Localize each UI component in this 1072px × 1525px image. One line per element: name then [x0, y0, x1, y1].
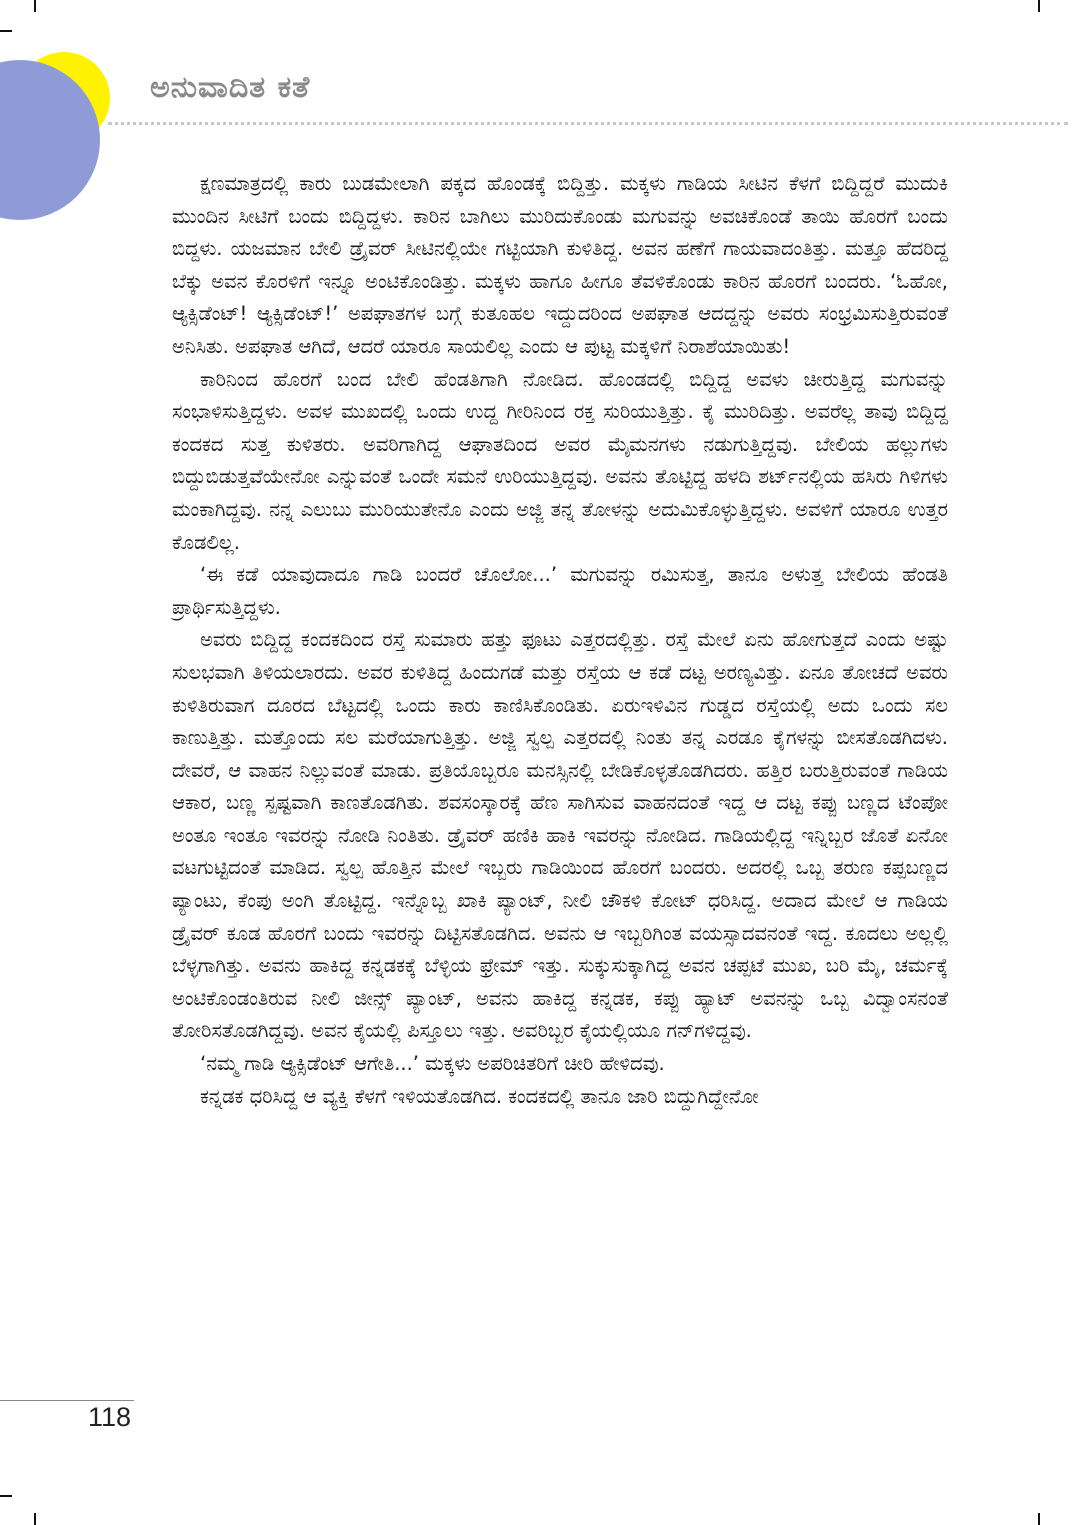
- paragraph: ‘ನಮ್ಮ ಗಾಡಿ ಆ್ಯಕ್ಸಿಡೆಂಟ್ ಆಗೇತಿ...’ ಮಕ್ಕಳು ಅಪರಿಚಿತರಿಗೆ ಚೀರಿ ಹೇಳಿದವು.: [200, 1052, 665, 1076]
- paragraph: ಕ್ಷಣಮಾತ್ರದಲ್ಲಿ ಕಾರು ಬುಡಮೇಲಾಗಿ ಪಕ್ಕದ ಹೊಂಡಕ್ಕೆ ಬಿದ್ದಿತ್ತು. ಮಕ್ಕಳು ಗಾಡಿಯ ಸೀಟಿನ ಕೆಳಗೆ ಬಿದ್ದಿದ್ದರೆ ಮುದುಕಿ ಮುಂದಿನ ಸೀಟಿಗೆ ಬಂದು ಬಿದ್ದಿದ್ದಳು. ಕಾರಿನ ಬಾಗಿಲು ಮುರಿದುಕೊಂಡು ಮಗುವನ್ನು ಅವಚಿಕೊಂಡೆ ತಾಯಿ ಹೊರಗೆ ಬಂದು ಬಿದ್ದಳು. ಯಜಮಾನ ಬೇಲಿ ಡ್ರೈವರ್ ಸೀಟಿನಲ್ಲಿಯೇ ಗಟ್ಟಿಯಾಗಿ ಕುಳಿತಿದ್ದ. ಅವನ ಹಣೆಗೆ ಗಾಯವಾದಂತಿತ್ತು. ಮತ್ತೂ ಹೆದರಿದ್ದ ಬೆಕ್ಕು ಅವನ ಕೊರಳಿಗೆ ಇನ್ನೂ ಅಂಟಿಕೊಂಡಿತ್ತು. ಮಕ್ಕಳು ಹಾಗೂ ಹೀಗೂ ತೆವಳಿಕೊಂಡು ಕಾರಿನ ಹೊರಗೆ ಬಂದರು. ‘ಓಹೋ, ಆ್ಯಕ್ಸಿಡೆಂಟ್! ಆ್ಯಕ್ಸಿಡೆಂಟ್!’ ಅಪಘಾತಗಳ ಬಗ್ಗೆ ಕುತೂಹಲ ಇದ್ದುದರಿಂದ ಅಪಘಾತ ಆದದ್ದನ್ನು ಅವರು ಸಂಭ್ರಮಿಸುತ್ತಿರುವಂತೆ ಅನಿಸಿತು. ಅಪಘಾತ ಆಗಿದೆ, ಆದರೆ ಯಾರೂ ಸಾಯಲಿಲ್ಲ ಎಂದು ಆ ಪುಟ್ಟ ಮಕ್ಕಳಿಗೆ ನಿರಾಶೆಯಾಯಿತು!: [172, 172, 948, 358]
- crop-mark: [1038, 1513, 1040, 1525]
- page-number: 118: [88, 1402, 132, 1432]
- header-divider: [108, 122, 1068, 125]
- crop-mark: [34, 1513, 36, 1525]
- footer-divider: [0, 1400, 134, 1401]
- paragraph: ಅವರು ಬಿದ್ದಿದ್ದ ಕಂದಕದಿಂದ ರಸ್ತೆ ಸುಮಾರು ಹತ್ತು ಫೂಟು ಎತ್ತರದಲ್ಲಿತ್ತು. ರಸ್ತೆ ಮೇಲೆ ಏನು ಹೋಗುತ್ತದೆ ಎಂದು ಅಷ್ಟು ಸುಲಭವಾಗಿ ತಿಳಿಯಲಾರದು. ಅವರ ಕುಳಿತಿದ್ದ ಹಿಂದುಗಡೆ ಮತ್ತು ರಸ್ತೆಯ ಆ ಕಡೆ ದಟ್ಟ ಅರಣ್ಯವಿತ್ತು. ಏನೂ ತೋಚದೆ ಅವರು ಕುಳಿತಿರುವಾಗ ದೂರದ ಬೆಟ್ಟದಲ್ಲಿ ಒಂದು ಕಾರು ಕಾಣಿಸಿಕೊಂಡಿತು. ಏರುಇಳಿವಿನ ಗುಡ್ಡದ ರಸ್ತೆಯಲ್ಲಿ ಅದು ಒಂದು ಸಲ ಕಾಣುತ್ತಿತ್ತು. ಮತ್ತೊಂದು ಸಲ ಮರೆಯಾಗುತ್ತಿತ್ತು. ಅಜ್ಜಿ ಸ್ವಲ್ಪ ಎತ್ತರದಲ್ಲಿ ನಿಂತು ತನ್ನ ಎರಡೂ ಕೈಗಳನ್ನು ಬೀಸತೊಡಗಿದಳು. ದೇವರೆ, ಆ ವಾಹನ ನಿಲ್ಲುವಂತೆ ಮಾಡು. ಪ್ರತಿಯೊಬ್ಬರೂ ಮನಸ್ಸಿನಲ್ಲಿ ಬೇಡಿಕೊಳ್ಳತೊಡಗಿದರು. ಹತ್ತಿರ ಬರುತ್ತಿರುವಂತೆ ಗಾಡಿಯ ಆಕಾರ, ಬಣ್ಣ ಸ್ಪಷ್ಟವಾಗಿ ಕಾಣತೊಡಗಿತು. ಶವಸಂಸ್ಕಾರಕ್ಕೆ ಹೆಣ ಸಾಗಿಸುವ ವಾಹನದಂತೆ ಇದ್ದ ಆ ದಟ್ಟ ಕಪ್ಪು ಬಣ್ಣದ ಟೆಂಪೋ ಅಂತೂ ಇಂತೂ ಇವರನ್ನು ನೋಡಿ ನಿಂತಿತು. ಡ್ರೈವರ್ ಹಣಿಕಿ ಹಾಕಿ ಇವರನ್ನು ನೋಡಿದ. ಗಾಡಿಯಲ್ಲಿದ್ದ ಇನ್ನಿಬ್ಬರ ಜೊತೆ ಏನೋ ವಟಗುಟ್ಟಿದಂತೆ ಮಾಡಿದ. ಸ್ವಲ್ಪ ಹೊತ್ತಿನ ಮೇಲೆ ಇಬ್ಬರು ಗಾಡಿಯಿಂದ ಹೊರಗೆ ಬಂದರು. ಅದರಲ್ಲಿ ಒಬ್ಬ ತರುಣ ಕಪ್ಪಬಣ್ಣದ ಪ್ಯಾಂಟು, ಕೆಂಪು ಅಂಗಿ ತೊಟ್ಟಿದ್ದ. ಇನ್ನೊಬ್ಬ ಖಾಕಿ ಪ್ಯಾಂಟ್, ನೀಲಿ ಚೌಕಳಿ ಕೋಟ್ ಧರಿಸಿದ್ದ. ಅದಾದ ಮೇಲೆ ಆ ಗಾಡಿಯ ಡ್ರೈವರ್ ಕೂಡ ಹೊರಗೆ ಬಂದು ಇವರನ್ನು ದಿಟ್ಟಿಸತೊಡಗಿದ. ಅವನು ಆ ಇಬ್ಬರಿಗಿಂತ ವಯಸ್ಸಾದವನಂತೆ ಇದ್ದ. ಕೂದಲು ಅಲ್ಲಲ್ಲಿ ಬೆಳ್ಳಗಾಗಿತ್ತು. ಅವನು ಹಾಕಿದ್ದ ಕನ್ನಡಕಕ್ಕೆ ಬೆಳ್ಳಿಯ ಫ್ರೇಮ್ ಇತ್ತು. ಸುಕ್ಕುಸುಕ್ಕಾಗಿದ್ದ ಅವನ ಚಪ್ಪಟೆ ಮುಖ, ಬರಿ ಮೈ, ಚರ್ಮಕ್ಕೆ ಅಂಟಿಕೊಂಡಂತಿರುವ ನೀಲಿ ಜೀನ್ಸ್ ಪ್ಯಾಂಟ್, ಅವನು ಹಾಕಿದ್ದ ಕನ್ನಡಕ, ಕಪ್ಪು ಹ್ಯಾಟ್ ಅವನನ್ನು ಒಬ್ಬ ವಿದ್ವಾಂಸನಂತೆ ತೋರಿಸತೊಡಗಿದ್ದವು. ಅವನ ಕೈಯಲ್ಲಿ ಪಿಸ್ತೂಲು ಇತ್ತು. ಅವರಿಬ್ಬರ ಕೈಯಲ್ಲಿಯೂ ಗನ್‌ಗಳಿದ್ದವು.: [172, 628, 948, 1043]
- paragraph: ಕನ್ನಡಕ ಧರಿಸಿದ್ದ ಆ ವ್ಯಕ್ತಿ ಕೆಳಗೆ ಇಳಿಯತೊಡಗಿದ. ಕಂದಕದಲ್ಲಿ ತಾನೂ ಜಾರಿ ಬಿದ್ದುಗಿದ್ದೇನೋ: [200, 1084, 759, 1108]
- crop-mark: [1038, 0, 1040, 12]
- crop-mark: [0, 1495, 12, 1497]
- crop-mark: [0, 30, 12, 32]
- paragraph: ‘ಈ ಕಡೆ ಯಾವುದಾದೂ ಗಾಡಿ ಬಂದರೆ ಚೊಲೋ...’ ಮಗುವನ್ನು ರಮಿಸುತ್ತ, ತಾನೂ ಅಳುತ್ತ ಬೇಲಿಯ ಹೆಂಡತಿ ಪ್ರಾರ್ಥಿಸುತ್ತಿದ್ದಳು.: [172, 563, 948, 619]
- section-title: ಅನುವಾದಿತ ಕತೆ: [150, 70, 311, 105]
- paragraph: ಕಾರಿನಿಂದ ಹೊರಗೆ ಬಂದ ಬೇಲಿ ಹೆಂಡತಿಗಾಗಿ ನೋಡಿದ. ಹೊಂಡದಲ್ಲಿ ಬಿದ್ದಿದ್ದ ಅವಳು ಚೀರುತ್ತಿದ್ದ ಮಗುವನ್ನು ಸಂಭಾಳಿಸುತ್ತಿದ್ದಳು. ಅವಳ ಮುಖದಲ್ಲಿ ಒಂದು ಉದ್ದ ಗೀರಿನಿಂದ ರಕ್ತ ಸುರಿಯುತ್ತಿತ್ತು. ಕೈ ಮುರಿದಿತ್ತು. ಅವರೆಲ್ಲ ತಾವು ಬಿದ್ದಿದ್ದ ಕಂದಕದ ಸುತ್ತ ಕುಳಿತರು. ಅವರಿಗಾಗಿದ್ದ ಆಘಾತದಿಂದ ಅವರ ಮೈಮನಗಳು ನಡುಗುತ್ತಿದ್ದವು. ಬೇಲಿಯ ಹಲ್ಲುಗಳು ಬಿದ್ದುಬಿಡುತ್ತವೆಯೇನೋ ಎನ್ನುವಂತೆ ಒಂದೇ ಸಮನೆ ಉರಿಯುತ್ತಿದ್ದವು. ಅವನು ತೊಟ್ಟಿದ್ದ ಹಳದಿ ಶರ್ಟ್‌ನಲ್ಲಿಯ ಹಸಿರು ಗಿಳಿಗಳು ಮಂಕಾಗಿದ್ದವು. ನನ್ನ ಎಲುಬು ಮುರಿಯುತೇನೊ ಎಂದು ಅಜ್ಜಿ ತನ್ನ ತೋಳನ್ನು ಅದುಮಿಕೊಳ್ಳುತ್ತಿದ್ದಳು. ಅವಳಿಗೆ ಯಾರೂ ಉತ್ತರ ಕೊಡಲಿಲ್ಲ.: [172, 367, 948, 554]
- story-body: [172, 168, 948, 1113]
- crop-mark: [34, 0, 36, 12]
